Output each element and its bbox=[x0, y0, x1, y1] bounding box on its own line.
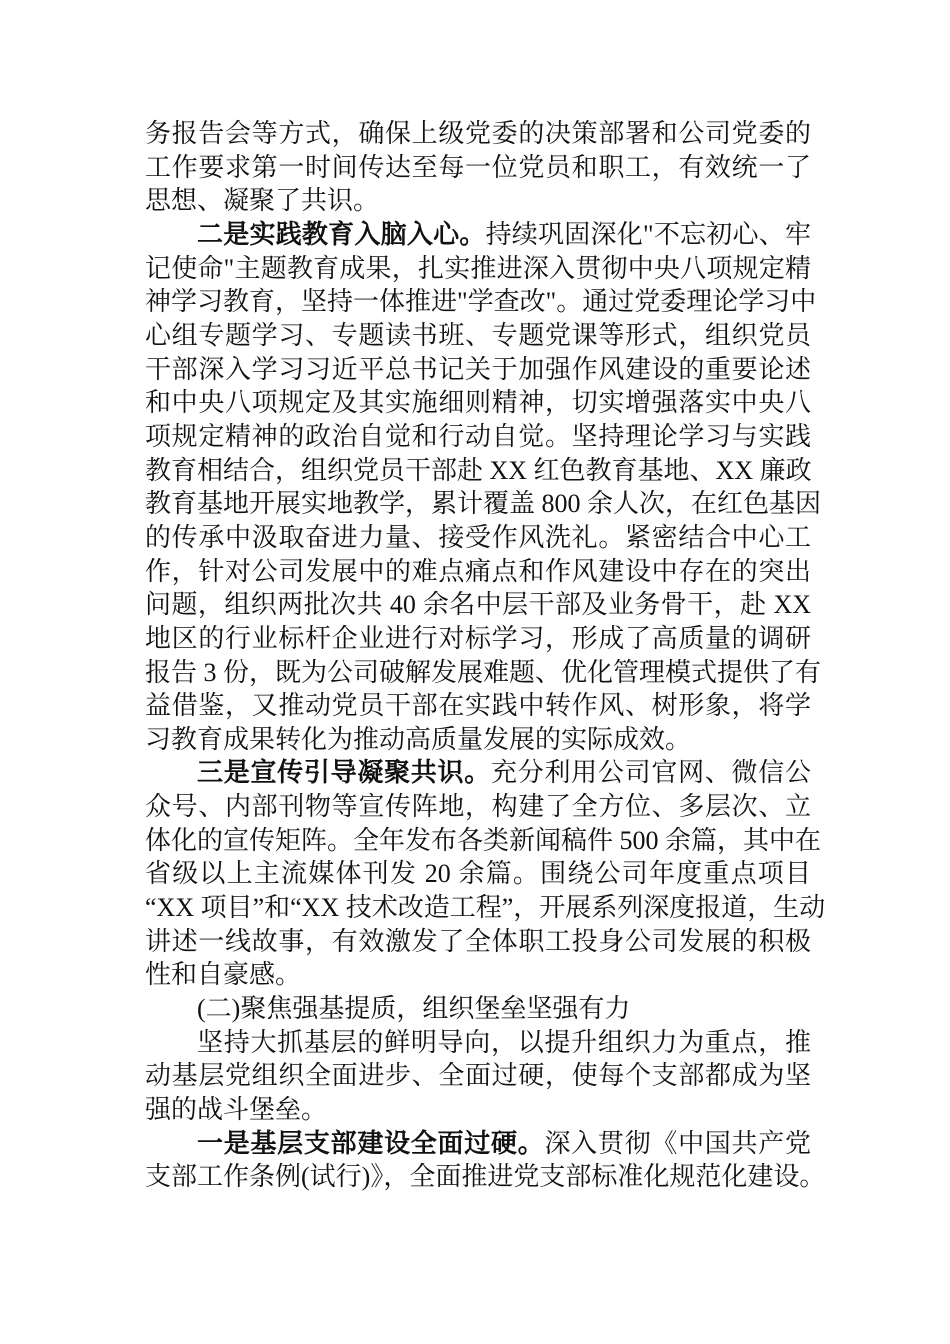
text-line bbox=[145, 420, 811, 454]
line-text: 工作要求第一时间传达至每一位党员和职工，有效统一了 bbox=[145, 152, 811, 182]
line-text: 性和自豪感。 bbox=[145, 960, 302, 990]
text-line bbox=[145, 1093, 811, 1127]
text-line bbox=[145, 218, 811, 252]
text-line bbox=[145, 824, 822, 858]
text-line bbox=[145, 588, 811, 622]
line-text: 地区的行业标杆企业进行对标学习，形成了高质量的调研 bbox=[145, 623, 811, 653]
text-line bbox=[145, 958, 811, 992]
line-text: 省级以上主流媒体刊发 20 余篇。围绕公司年度重点项目 bbox=[145, 859, 811, 889]
line-text: 教育基地开展实地教学，累计覆盖 800 余人次，在红色基因 bbox=[145, 489, 822, 519]
line-text: 记使命"主题教育成果，扎实推进深入贯彻中央八项规定精 bbox=[145, 253, 811, 283]
line-text: 心组专题学习、专题读书班、专题党课等形式，组织党员 bbox=[145, 320, 811, 350]
text-line bbox=[145, 1059, 811, 1093]
text-line bbox=[145, 285, 817, 319]
text-line bbox=[145, 151, 811, 185]
line-text: 众号、内部刊物等宣传阵地，构建了全方位、多层次、立 bbox=[145, 792, 811, 822]
line-text: 神学习教育，坚持一体推进"学查改"。通过党委理论学习中 bbox=[145, 287, 817, 317]
line-text: 项规定精神的政治自觉和行动自觉。坚持理论学习与实践 bbox=[145, 421, 811, 451]
line-text: “XX 项目”和“XX 技术改造工程”，开展系列深度报道，生动 bbox=[145, 893, 826, 923]
text-line bbox=[145, 925, 811, 959]
text-line bbox=[145, 252, 811, 286]
text-line bbox=[145, 857, 811, 891]
line-text: (二)聚焦强基提质，组织堡垒坚强有力 bbox=[197, 994, 631, 1024]
line-text: 持续巩固深化"不忘初心、牢 bbox=[485, 219, 811, 249]
line-text: 问题，组织两批次共 40 余名中层干部及业务骨干，赴 XX bbox=[145, 590, 811, 620]
text-line bbox=[145, 622, 811, 656]
line-text: 动基层党组织全面进步、全面过硬，使每个支部都成为坚 bbox=[145, 1061, 811, 1091]
text-line bbox=[145, 992, 811, 1026]
line-text: 干部深入学习习近平总书记关于加强作风建设的重要论述 bbox=[145, 354, 811, 384]
text-line bbox=[145, 790, 811, 824]
bold-lead-heading: 二是实践教育入脑入心。 bbox=[197, 219, 486, 249]
line-text: 坚持大抓基层的鲜明导向，以提升组织力为重点，推 bbox=[197, 1027, 811, 1057]
text-line bbox=[145, 656, 822, 690]
line-text: 益借鉴，又推动党员干部在实践中转作风、树形象，将学 bbox=[145, 691, 811, 721]
text-line bbox=[145, 756, 811, 790]
line-text: 体化的宣传矩阵。全年发布各类新闻稿件 500 余篇，其中在 bbox=[145, 825, 822, 855]
text-line bbox=[145, 454, 811, 488]
line-text: 思想、凝聚了共识。 bbox=[145, 186, 380, 216]
line-text: 作，针对公司发展中的难点痛点和作风建设中存在的突出 bbox=[145, 556, 811, 586]
line-text: 报告 3 份，既为公司破解发展难题、优化管理模式提供了有 bbox=[145, 657, 822, 687]
line-text: 讲述一线故事，有效激发了全体职工投身公司发展的积极 bbox=[145, 926, 811, 956]
text-line bbox=[145, 117, 811, 151]
text-line bbox=[145, 386, 811, 420]
text-line bbox=[145, 689, 811, 723]
line-text: 的传承中汲取奋进力量、接受作风洗礼。紧密结合中心工 bbox=[145, 522, 811, 552]
text-line bbox=[145, 521, 811, 555]
text-line bbox=[145, 319, 811, 353]
text-line bbox=[145, 1160, 826, 1194]
text-line bbox=[145, 487, 822, 521]
text-line bbox=[145, 555, 811, 589]
text-line bbox=[145, 1127, 811, 1161]
line-text: 强的战斗堡垒。 bbox=[145, 1095, 328, 1125]
bold-lead-heading: 三是宣传引导凝聚共识。 bbox=[197, 758, 491, 788]
line-text: 深入贯彻《中国共产党 bbox=[544, 1128, 811, 1158]
line-text: 充分利用公司官网、微信公 bbox=[491, 758, 811, 788]
text-line bbox=[145, 353, 811, 387]
line-text: 习教育成果转化为推动高质量发展的实际成效。 bbox=[145, 724, 692, 754]
text-line bbox=[145, 891, 826, 925]
text-line bbox=[145, 723, 811, 757]
bold-lead-heading: 一是基层支部建设全面过硬。 bbox=[197, 1128, 545, 1158]
line-text: 和中央八项规定及其实施细则精神，切实增强落实中央八 bbox=[145, 388, 811, 418]
text-line bbox=[145, 1026, 811, 1060]
line-text: 教育相结合，组织党员干部赴 XX 红色教育基地、XX 廉政 bbox=[145, 455, 812, 485]
document-page bbox=[145, 117, 826, 1194]
line-text: 务报告会等方式，确保上级党委的决策部署和公司党委的 bbox=[145, 119, 811, 148]
text-line bbox=[145, 184, 811, 218]
line-text: 支部工作条例(试行)》，全面推进党支部标准化规范化建设。 bbox=[145, 1162, 826, 1192]
